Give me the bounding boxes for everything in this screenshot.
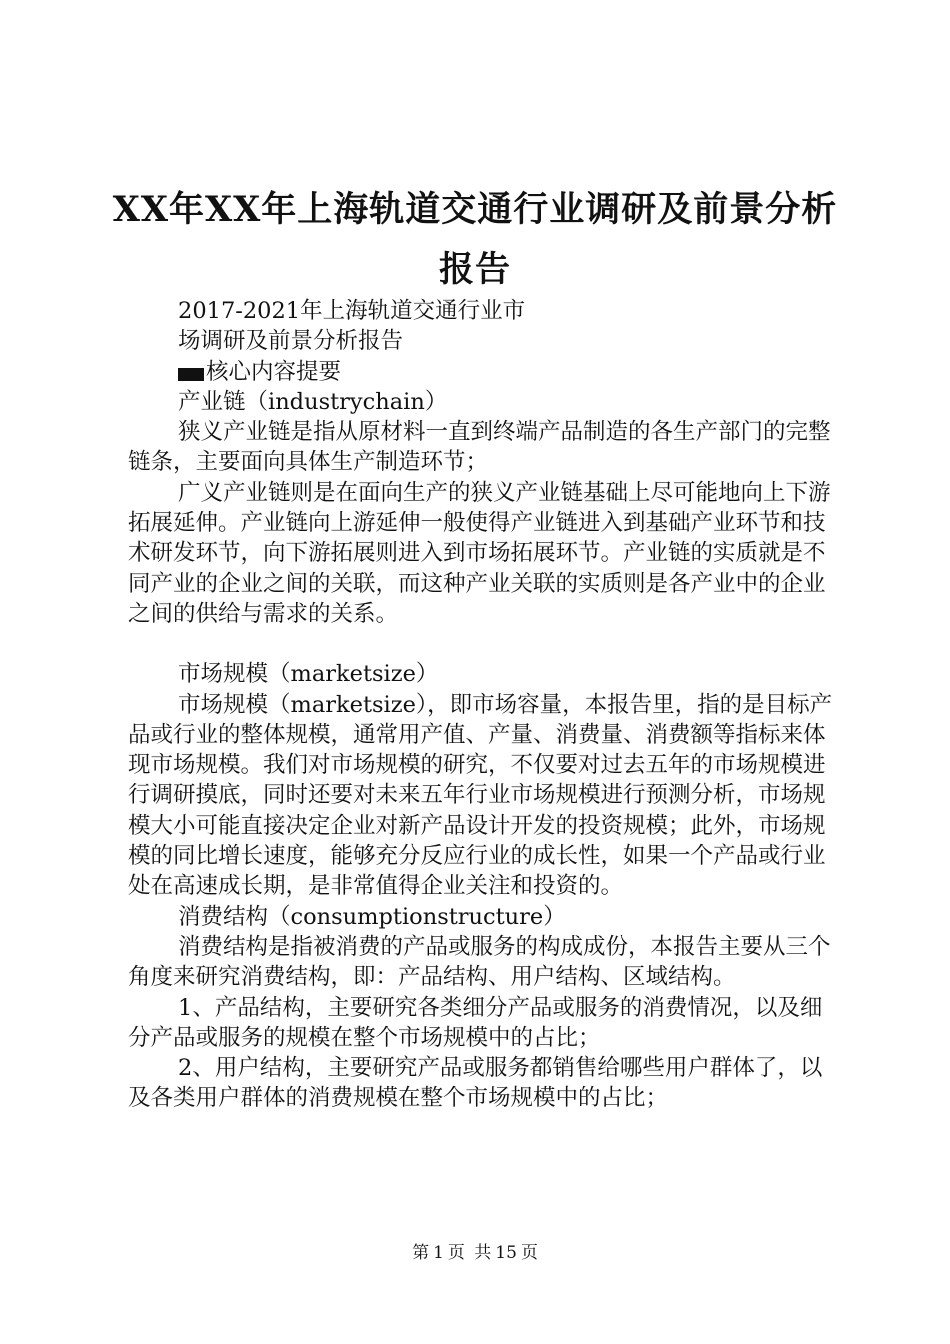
subtitle-line1: 2017-2021年上海轨道交通行业市 xyxy=(178,298,526,324)
total-pages: 15 xyxy=(495,1243,517,1263)
core-content-label: 核心内容提要 xyxy=(206,358,342,385)
document-title-line2: 报告 xyxy=(438,249,511,290)
page-number: 1 xyxy=(433,1243,444,1263)
paragraph-industry-chain-narrow: 狭义产业链是指从原材料一直到终端产品制造的各生产部门的完整链条，主要面向具体生产制造环节； xyxy=(128,419,831,476)
total-label-prefix: 共 xyxy=(474,1243,492,1263)
section-heading-industry-chain: 产业链（industrychain） xyxy=(178,388,448,415)
document-body xyxy=(128,296,838,1114)
paragraph-consumption-structure: 消费结构是指被消费的产品或服务的构成成份，本报告主要从三个角度来研究消费结构，即：产品结构、用户结构、区域结构。 xyxy=(128,933,831,991)
core-content-heading xyxy=(128,357,838,387)
section-heading-consumption-structure: 消费结构（consumptionstructure） xyxy=(178,903,566,930)
black-square-icon xyxy=(178,368,204,381)
page-footer xyxy=(0,1243,950,1263)
list-item-user-structure: 2、用户结构，主要研究产品或服务都销售给哪些用户群体了，以及各类用户群体的消费规模在整个市场规模中的占比； xyxy=(128,1055,823,1112)
subtitle-line2: 场调研及前景分析报告 xyxy=(178,328,404,355)
section-heading-market-size: 市场规模（marketsize） xyxy=(178,661,439,688)
document-title-line1: XX年XX年上海轨道交通行业调研及前景分析 xyxy=(112,189,838,230)
paragraph-market-size: 市场规模（marketsize），即市场容量，本报告里，指的是目标产品或行业的整体规模，通常用产值、产量、消费量、消费额等指标来体现市场规模。我们对市场规模的研究，不仅要对过去五年的市场规模进行调研摸底，同时还要对未来五年行业市场规模进行预测分析，市场规模大小可能直接决定企业对新产品设计开发的投资规模；此外，市场规模的同比增长速度，能够充分反应行业的成长性，如果一个产品或行业处在高速成长期，是非常值得企业关注和投资的。 xyxy=(128,691,833,900)
list-item-product-structure: 1、产品结构，主要研究各类细分产品或服务的消费情况，以及细分产品或服务的规模在整个市场规模中的占比； xyxy=(128,994,823,1051)
paragraph-gap xyxy=(128,629,838,659)
paragraph-industry-chain-broad: 广义产业链则是在面向生产的狭义产业链基础上尽可能地向上下游拓展延伸。产业链向上游延伸一般使得产业链进入到基础产业环节和技术研发环节，向下游拓展则进入到市场拓展环节。产业链的实质就是不同产业的企业之间的关联，而这种产业关联的实质则是各产业中的企业之间的供给与需求的关系。 xyxy=(128,479,831,627)
page-label-prefix: 第 xyxy=(412,1243,430,1263)
total-label-suffix: 页 xyxy=(520,1243,538,1263)
page-label-mid: 页 xyxy=(447,1243,465,1263)
